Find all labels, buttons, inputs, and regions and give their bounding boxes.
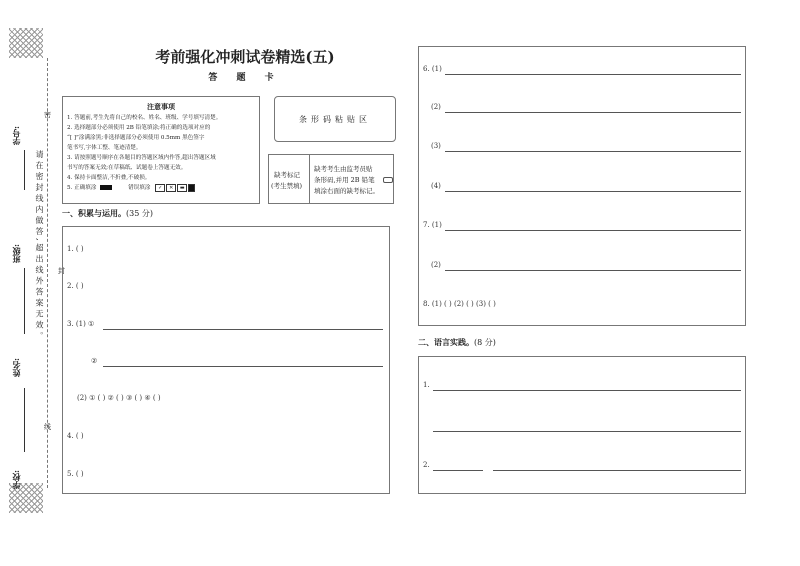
practice-q2-line[interactable]: [493, 470, 741, 471]
absent-mark-box: [268, 154, 394, 204]
section2-title: 二、语言实践。: [418, 337, 474, 347]
binding-line-2: [24, 268, 25, 334]
answer-q6-4-line[interactable]: [445, 191, 741, 192]
practice-q1-line-2[interactable]: [433, 431, 741, 432]
class-label: 班级:: [11, 244, 21, 263]
answer-q2[interactable]: 2. ( ): [67, 282, 84, 290]
answer-q4[interactable]: 4. ( ): [67, 432, 84, 440]
answer-q3-2-line[interactable]: [103, 366, 383, 367]
wrong-fill-check-icon: ✓: [155, 184, 165, 192]
practice-q1-line-1[interactable]: [433, 390, 741, 391]
wrong-fill-marks: [155, 184, 195, 192]
answer-q7-1[interactable]: 7. (1): [423, 221, 442, 229]
notice-title: 注意事项: [147, 102, 175, 111]
answer-q7-2-line[interactable]: [445, 270, 741, 271]
wrong-fill-cross-icon: ✕: [166, 184, 176, 192]
binding-line-3: [24, 388, 25, 452]
answer-q6-4[interactable]: (4): [431, 182, 441, 190]
name-label: 姓名:: [11, 358, 21, 377]
fill-example-row: [67, 183, 257, 193]
notice-item: 笔书写,字体工整、笔迹清楚。: [67, 145, 142, 151]
right-answer-box-1: [418, 46, 746, 326]
student-id-label: 学号:: [11, 126, 21, 145]
absent-label: 缺考标记: [274, 171, 300, 179]
answer-q7-2[interactable]: (2): [431, 261, 441, 269]
answer-q3-1-line[interactable]: [103, 329, 383, 330]
answer-q1[interactable]: 1. ( ): [67, 245, 84, 253]
absent-text-3: 填涂右面的缺考标记。: [314, 187, 379, 195]
section2-points: (8 分): [474, 338, 496, 347]
practice-q1[interactable]: 1.: [423, 381, 430, 389]
notice-item: 书写的答案无效;在草稿纸、试题卷上答题无效。: [67, 165, 187, 171]
answer-q6-2-line[interactable]: [445, 112, 741, 113]
answer-q6-3-line[interactable]: [445, 151, 741, 152]
exam-title: 考前强化冲刺试卷精选(五): [155, 48, 335, 66]
answer-q6-1[interactable]: 6. (1): [423, 65, 442, 73]
notice-item: 1. 答题前,考生先将自己的校名、姓名、班级、学号填写清楚。: [67, 115, 222, 121]
absent-text-1: 缺考考生由监考员贴: [314, 165, 373, 173]
absent-label-cell: [269, 155, 310, 203]
notice-item: 2. 选择题部分必须使用 2B 铅笔填涂;将正确的选项对应的: [67, 125, 211, 131]
section1-title: 一、积累与运用。: [62, 208, 126, 218]
answer-q8[interactable]: 8. (1) ( ) (2) ( ) (3) ( ): [423, 300, 496, 308]
answer-q5[interactable]: 5. ( ): [67, 470, 84, 478]
answer-q3-1[interactable]: 3. (1) ①: [67, 320, 95, 328]
notice-item: 4. 保持卡面整洁,不折叠,不破损。: [67, 175, 151, 181]
absent-label-note: (考生禁填): [271, 182, 303, 190]
seal-mark-feng: 封: [58, 267, 65, 275]
section2-heading: [418, 337, 496, 348]
answer-card-label: 答 题 卡: [208, 73, 282, 83]
barcode-area: 条形码粘贴区: [274, 96, 396, 142]
wrong-fill-label: 错误填涂: [128, 185, 151, 191]
answer-q6-3[interactable]: (3): [431, 142, 441, 150]
answer-q7-1-line[interactable]: [445, 230, 741, 231]
section1-points: (35 分): [126, 209, 153, 218]
notice-item: 3. 请按照题号顺序在各题目的答题区域内作答,超出答题区域: [67, 155, 216, 161]
section1-heading: [62, 208, 153, 219]
correct-fill-mark: [100, 185, 112, 190]
notice-item: “[ ]”涂满涂黑;非选择题部分必须使用 0.5mm 黑色签字: [67, 135, 205, 141]
answer-q6-2[interactable]: (2): [431, 103, 441, 111]
binding-line-1: [24, 150, 25, 190]
answer-q6-1-line[interactable]: [445, 74, 741, 75]
section2-answer-box: [418, 356, 746, 494]
seal-instruction: 请在密封线内做答,超出线外答案无效。: [35, 150, 44, 343]
wrong-fill-half-icon: [188, 184, 195, 192]
notice-list: [67, 113, 257, 193]
seal-mark-mi: 密: [44, 111, 51, 119]
absent-text-2: 条形码,并用 2B 铅笔: [314, 176, 375, 184]
practice-q2[interactable]: 2.: [423, 461, 430, 469]
seal-mark-xian: 线: [44, 423, 51, 431]
correct-fill-label: 5. 正确填涂: [67, 185, 97, 191]
school-label: 学校:: [11, 470, 21, 489]
binding-pattern-top: [9, 28, 43, 58]
practice-q2-blank[interactable]: [433, 470, 483, 471]
absent-mark-bubble[interactable]: [383, 177, 393, 183]
wrong-fill-partial-icon: ▬: [177, 184, 187, 192]
notice-box: [62, 96, 260, 204]
answer-q3-2[interactable]: ②: [91, 357, 98, 365]
answer-q3-blanks[interactable]: (2) ① ( ) ② ( ) ③ ( ) ④ ( ): [77, 394, 161, 402]
section1-answer-box: [62, 226, 390, 494]
